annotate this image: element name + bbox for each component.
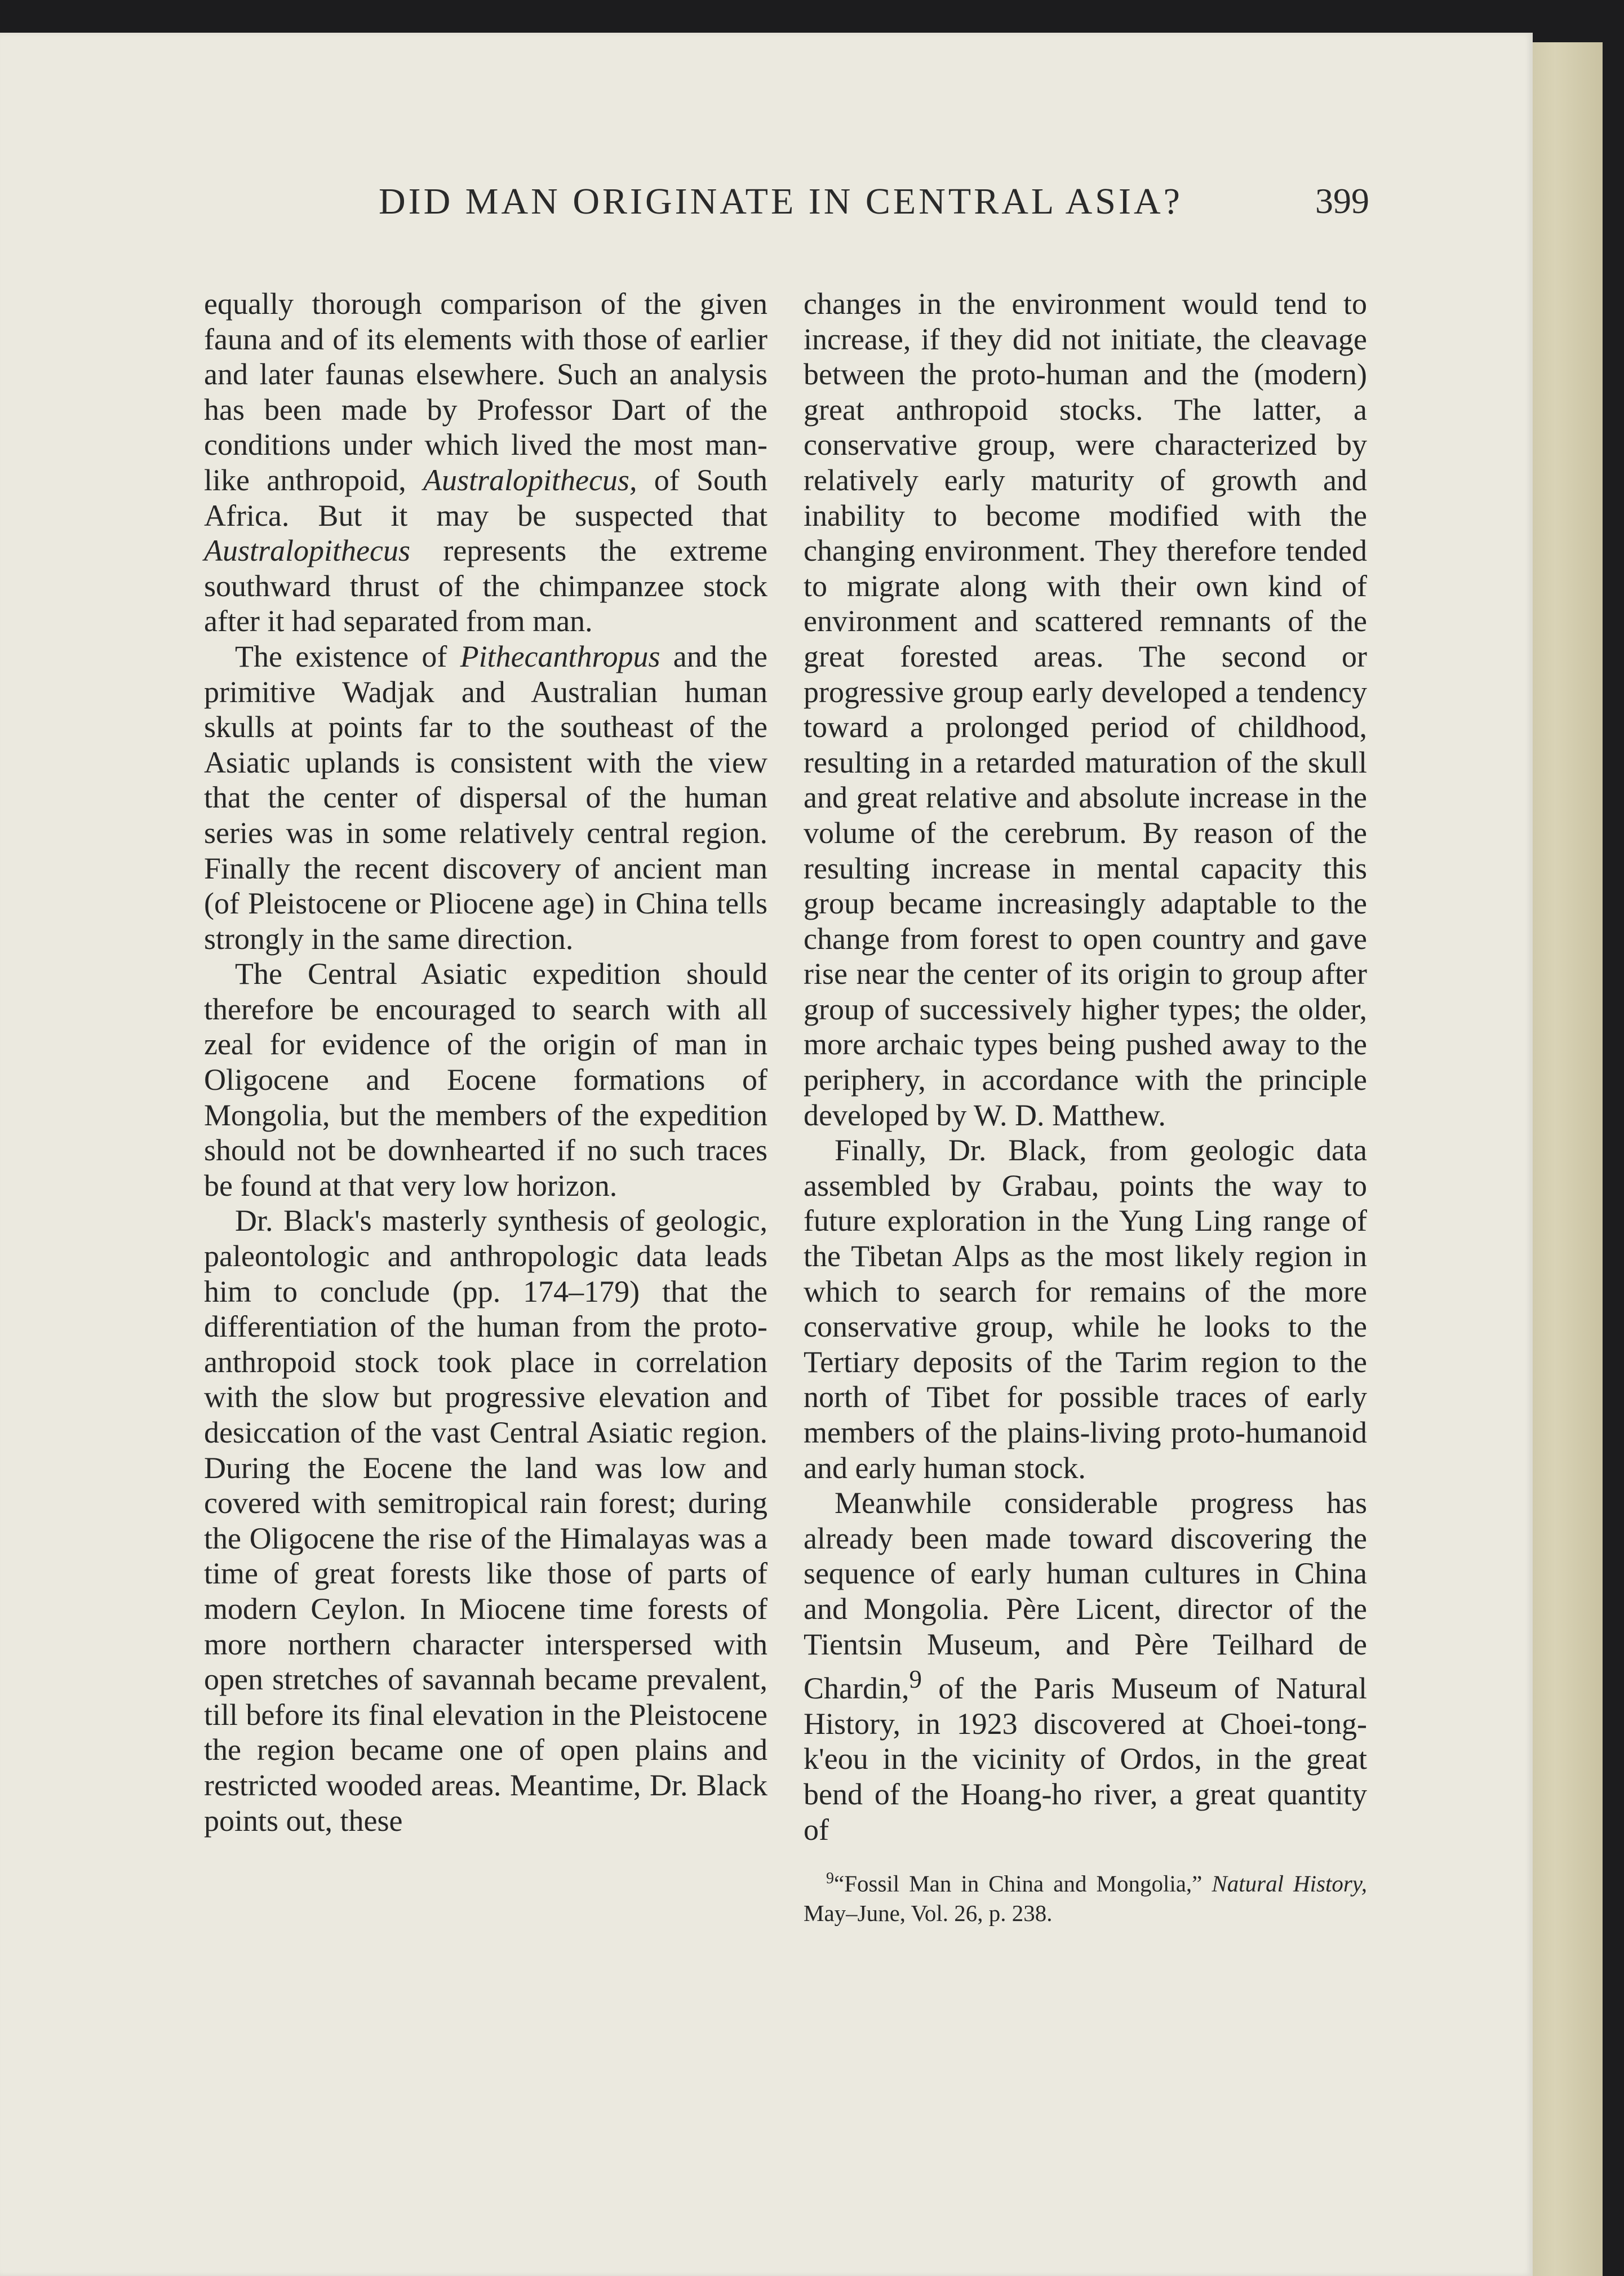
paragraph: The existence of Pithecanthropus and the primitive Wadjak and Australian human skulls at points far to the southeast of the Asiatic uplands is consistent with the view that the center of dispersal of the human series was in some relatively central region. Finally the recent discovery of ancient man (of Pleistocene or Pliocene age) in China tells strongly in the same direction. bbox=[204, 639, 767, 956]
paragraph: equally thorough comparison of the given fauna and of its elements with those of earlier and later faunas elsewhere. Such an analysis has been made by Professor Dart of the conditions under which lived the most man-like anthropoid, Australopithecus, of South Africa. But it may be suspected that Australopithecus represents the extreme southward thrust of the chimpanzee stock after it had separated from man. bbox=[204, 287, 768, 638]
paragraph: Dr. Black's masterly synthesis of geologic, paleontologic and anthropologic data leads him to conclude (pp. 174–179) that the differentiation of the human from the proto-anthropoid stock took place in correlation with the slow but progressive elevation and desiccation of the vast Central Asiatic region. During the Eocene the land was low and covered with semitropical rain forest; during the Oligocene the rise of the Himalayas was a time of great forests like those of parts of modern Ceylon. In Miocene time forests of more northern character interspersed with open stretches of savannah became prevalent, till before its final elevation in the Pleistocene the region became one of open plains and restricted wooded areas. Meantime, Dr. Black points out, these bbox=[204, 1204, 767, 1838]
footnote-reference: 9 bbox=[909, 1665, 922, 1694]
page-edge bbox=[1521, 42, 1603, 2276]
footnote: $^9$“Fossil Man in China and Mongolia,” Natural History, May–June, Vol. 26, p. 238. bbox=[804, 1870, 1368, 1926]
italic-term: Natural History, bbox=[1212, 1870, 1368, 1897]
page-number: 399 bbox=[1315, 181, 1369, 221]
left-column bbox=[204, 286, 767, 1838]
paragraph: The Central Asiatic expedition should therefore be encouraged to search with all zeal for evidence of the origin of man in Oligocene and Eocene formations of Mongolia, but the members of the expedition should not be downhearted if no such traces be found at that very low horizon. bbox=[204, 957, 767, 1203]
italic-term: Australopithecus, bbox=[423, 463, 637, 497]
page-header bbox=[203, 180, 1369, 231]
running-title: DID MAN ORIGINATE IN CENTRAL ASIA? bbox=[379, 181, 1183, 222]
paragraph: Finally, Dr. Black, from geologic data assembled by Grabau, points the way to future exploration in the Yung Ling range of the Tibetan Alps as the most likely region in which to search for remains of the more conservative group, while he looks to the Tertiary deposits of the Tarim region to the north of Tibet for possible traces of early members of the plains-living proto-humanoid and early human stock. bbox=[804, 1133, 1367, 1485]
footnote-mark: 9 bbox=[826, 1870, 834, 1888]
book-page bbox=[0, 33, 1533, 2276]
paragraph: Meanwhile considerable progress has already been made toward discovering the sequence of early human cultures in China and Mongolia. Père Licent, director of the Tientsin Museum, and Père Teilhard de Chardin,$^9$ of the Paris Museum of Natural History, in 1923 discovered at Choei-tong-k'eou in the vicinity of Ordos, in the great bend of the Hoang-ho river, a great quantity of bbox=[804, 1486, 1368, 1847]
paragraph: changes in the environment would tend to increase, if they did not initiate, the cleavage between the proto-human and the (modern) great anthropoid stocks. The latter, a conservative group, were characterized by relatively early maturity of growth and inability to become modified with the changing environment. They therefore tended to migrate along with their own kind of environment and scattered remnants of the great forested areas. The second or progressive group early developed a tendency toward a prolonged period of childhood, resulting in a retarded maturation of the skull and great relative and absolute increase in the volume of the cerebrum. By reason of the resulting increase in mental capacity this group became increasingly adaptable to the change from forest to open country and gave rise near the center of its origin to group after group of successively higher types; the older, more archaic types being pushed away to the periphery, in accordance with the principle developed by W. D. Matthew. bbox=[804, 287, 1367, 1132]
italic-term: Pithecanthropus bbox=[460, 639, 660, 673]
right-column bbox=[804, 286, 1367, 1928]
italic-term: Australopithecus bbox=[204, 534, 410, 568]
